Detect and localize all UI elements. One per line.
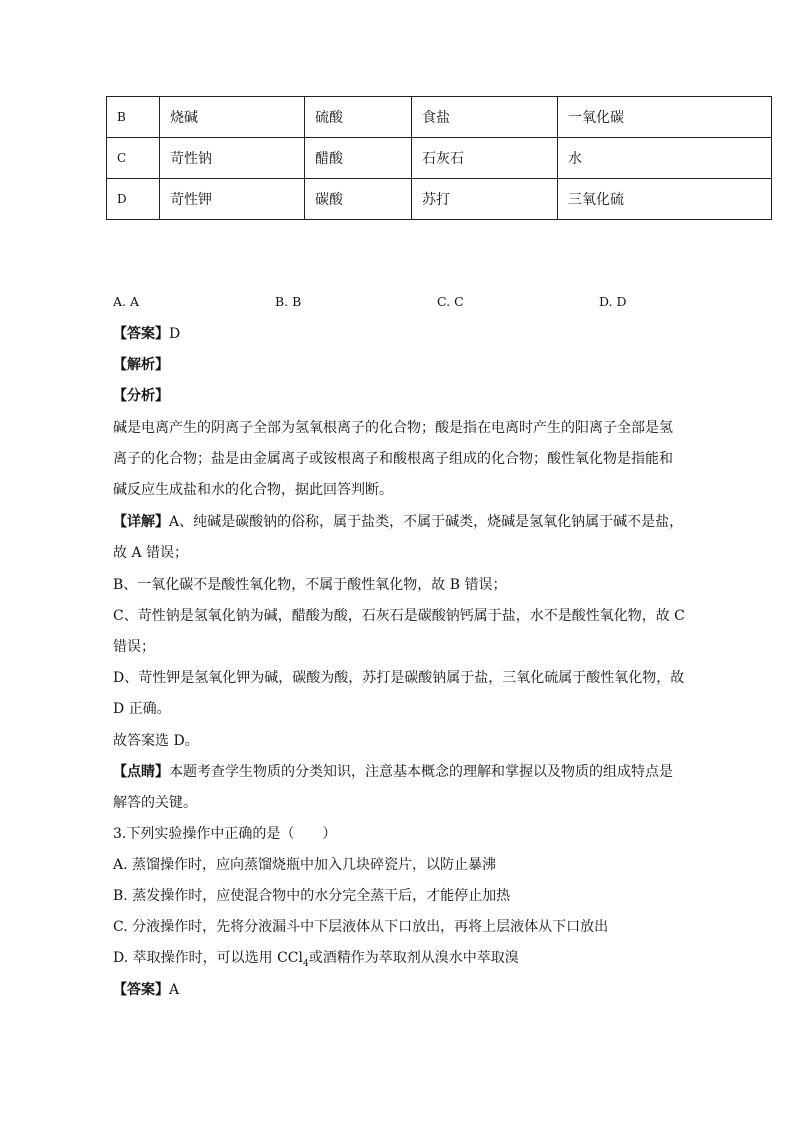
choice-d: D. D	[599, 294, 627, 309]
detail-line	[113, 513, 683, 531]
dianjing-line: 解答的关键。	[113, 795, 197, 811]
q3-option-b: B. 蒸发操作时，应使混合物中的水分完全蒸干后，才能停止加热	[113, 888, 511, 904]
answer-tag: 【答案】	[113, 326, 169, 342]
table-cell: 石灰石	[412, 138, 558, 179]
detail-line: D 正确。	[113, 701, 171, 717]
table-cell: D	[107, 179, 160, 220]
fenxi-line: 碱反应生成盐和水的化合物，据此回答判断。	[113, 482, 393, 498]
q3-option-c: C. 分液操作时，先将分液漏斗中下层液体从下口放出，再将上层液体从下口放出	[113, 919, 609, 935]
detail-line: D、苛性钾是氢氧化钾为碱，碳酸为酸，苏打是碳酸钠属于盐，三氧化硫属于酸性氧化物，故	[113, 670, 685, 686]
choice-a: A. A	[113, 294, 140, 309]
option-d-text: D. 萃取操作时，可以选用 CCl	[113, 950, 303, 966]
classification-table	[106, 96, 772, 220]
table-cell: 食盐	[412, 97, 558, 138]
fenxi-tag: 【分析】	[113, 388, 169, 404]
q3-option-d	[113, 949, 683, 973]
table-cell: 苛性钾	[160, 179, 305, 220]
table-cell: C	[107, 138, 160, 179]
table-cell: 醋酸	[305, 138, 412, 179]
dianjing-line	[113, 763, 683, 781]
detail-line: 故答案选 D。	[113, 733, 199, 749]
detail-line: 故 A 错误；	[113, 545, 189, 561]
choice-c: C. C	[437, 294, 464, 309]
choice-b: B. B	[275, 294, 302, 309]
detail-line: 错误；	[113, 639, 155, 655]
answer-value: D	[169, 326, 181, 342]
analysis-tag: 【解析】	[113, 357, 169, 373]
answer-value: A	[169, 982, 180, 998]
table-cell: 水	[558, 138, 772, 179]
q3-answer-line	[113, 981, 683, 999]
question-3-stem: 3.下列实验操作中正确的是（ ）	[113, 826, 337, 842]
q3-option-a: A. 蒸馏操作时，应向蒸馏烧瓶中加入几块碎瓷片，以防止暴沸	[113, 857, 497, 873]
dianjing-tag: 【点睛】	[113, 764, 169, 780]
table-cell: 三氧化硫	[558, 179, 772, 220]
fenxi-line: 碱是电离产生的阴离子全部为氢氧根离子的化合物；酸是指在电离时产生的阳离子全部是氢	[113, 420, 673, 436]
detail-line: B、一氧化碳不是酸性氧化物，不属于酸性氧化物，故 B 错误；	[113, 577, 507, 593]
table-cell: 一氧化碳	[558, 97, 772, 138]
table-cell: 苛性钠	[160, 138, 305, 179]
option-d-text: 或酒精作为萃取剂从溴水中萃取溴	[308, 950, 519, 966]
detail-text: A、纯碱是碳酸钠的俗称，属于盐类，不属于碱类，烧碱是氢氧化钠属于碱不是盐，	[169, 514, 684, 530]
table-row	[107, 138, 772, 179]
table-cell: 苏打	[412, 179, 558, 220]
detail-tag: 【详解】	[113, 514, 169, 530]
q2-answer-line	[113, 325, 683, 343]
table-cell: 碳酸	[305, 179, 412, 220]
answer-tag: 【答案】	[113, 982, 169, 998]
answer-choices	[113, 294, 733, 312]
table-cell: 硫酸	[305, 97, 412, 138]
subscript: 4	[302, 958, 309, 969]
dianjing-text: 本题考查学生物质的分类知识，注意基本概念的理解和掌握以及物质的组成特点是	[169, 764, 673, 780]
table-row	[107, 97, 772, 138]
table-row	[107, 179, 772, 220]
fenxi-line: 离子的化合物；盐是由金属离子或铵根离子和酸根离子组成的化合物；酸性氧化物是指能和	[113, 451, 673, 467]
detail-line: C、苛性钠是氢氧化钠为碱，醋酸为酸，石灰石是碳酸钠钙属于盐，水不是酸性氧化物，故 C	[113, 608, 685, 624]
table-cell: B	[107, 97, 160, 138]
table-cell: 烧碱	[160, 97, 305, 138]
